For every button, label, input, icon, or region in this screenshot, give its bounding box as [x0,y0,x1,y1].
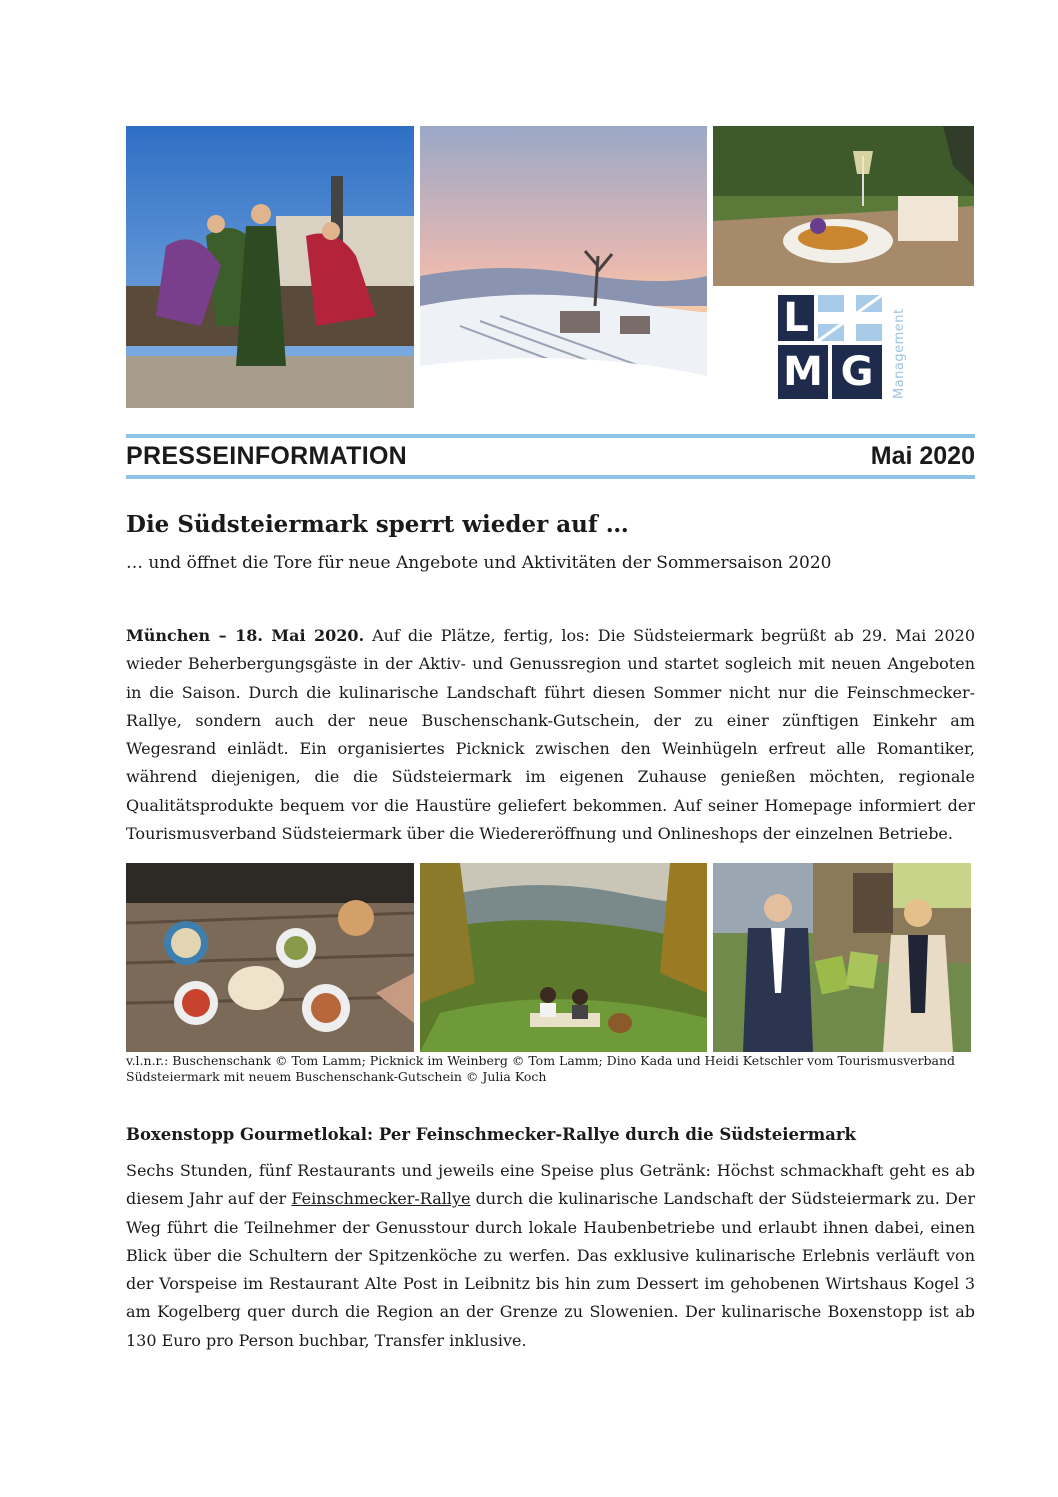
subline: … und öffnet die Tore für neue Angebote und Aktivitäten der Sommersaison 2020 [126,553,832,573]
rallye-text-before: Sechs Stunden, fünf Restaurants und jeweils eine Speise plus Getränk: Höchst schmackhaft geht es ab diesem Jahr auf der [126,1161,975,1209]
tourism-board-people-photo [713,863,971,1052]
logo-subtitle: Management [892,308,907,399]
buschenschank-table-photo [126,863,414,1052]
logo-cross-icon [818,295,882,341]
logo-letter-g: G [832,345,882,399]
header-rule-top [126,434,975,438]
section-title: Boxenstopp Gourmetlokal: Per Feinschmecker-Rallye durch die Südsteiermark [126,1125,856,1144]
logo-letter-l: L [778,295,814,341]
rallye-paragraph [126,1157,975,1355]
dateline: München – 18. Mai 2020. [126,626,365,645]
headline: Die Südsteiermark sperrt wieder auf … [126,511,629,538]
intro-text: Auf die Plätze, fertig, los: Die Südsteiermark begrüßt ab 29. Mai 2020 wieder Beherbergungsgäste in der Aktiv- und Genussregion und startet sogleich mit neuen Angeboten in die Saison. Durch die kulinarische Landschaft führt diesen Sommer nicht nur die Feinschmecker-Rallye, sondern auch der neue Buschenschank-Gutschein, der zu einer zünftigen Einkehr am Wegesrand einlädt. Ein organisiertes Picknick zwischen den Weinhügeln erfreut alle Romantiker, während diejenigen, die die Südsteiermark im eigenen Zuhause genießen möchten, regionale Qualitätsprodukte bequem vor die Haustüre geliefert bekommen. Auf seiner Homepage informiert der Tourismusverband Südsteiermark über die Wiedereröffnung und Onlineshops der einzelnen Betriebe. [126,626,975,844]
vineyard-picnic-photo [420,863,707,1052]
feinschmecker-rallye-link[interactable]: Feinschmecker-Rallye [291,1189,471,1209]
folk-dancers-photo [126,126,414,408]
header-rule-bottom [126,475,975,479]
press-label: PRESSEINFORMATION [126,442,408,470]
intro-paragraph [126,622,975,848]
lmg-logo [776,293,926,401]
food-wine-plate-photo [713,126,974,286]
press-date: Mai 2020 [870,442,975,470]
winter-vineyard-photo [420,126,707,408]
logo-letter-m: M [778,345,828,399]
rallye-text-after: durch die kulinarische Landschaft der Südsteiermark zu. Der Weg führt die Teilnehmer der Genusstour durch lokale Haubenbetriebe und erlaubt ihnen dabei, einen Blick über die Schultern der Spitzenköche zu werfen. Das exklusive kulinarische Erlebnis verläuft von der Vorspeise im Restaurant Alte Post in Leibnitz bis hin zum Dessert im gehobenen Wirtshaus Kogel 3 am Kogelberg quer durch die Region an der Grenze zu Slowenien. Der kulinarische Boxenstopp ist ab 130 Euro pro Person buchbar, Transfer inklusive. [126,1189,975,1350]
photo-caption: v.l.n.r.: Buschenschank © Tom Lamm; Picknick im Weinberg © Tom Lamm; Dino Kada und Heidi Ketschler vom Tourismusverband Südsteiermark mit neuem Buschenschank-Gutschein © Julia Koch [126,1053,956,1084]
